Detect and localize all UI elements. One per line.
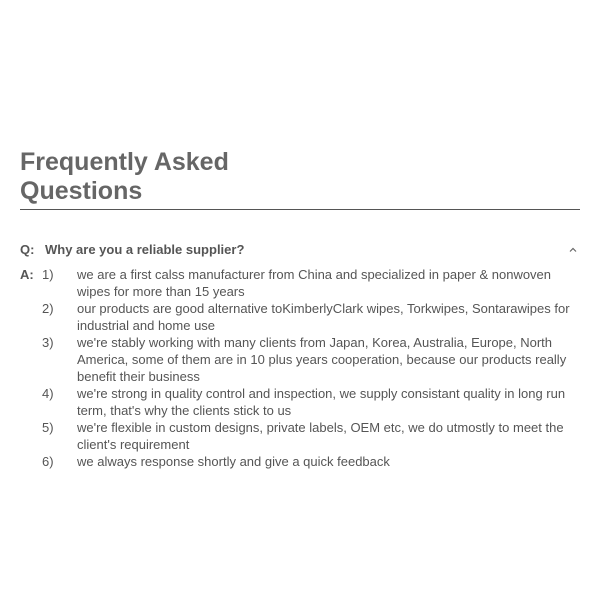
answer-item	[42, 453, 586, 470]
answer-item	[42, 419, 586, 453]
answer-text: our products are good alternative toKimberlyClark wipes, Torkwipes, Sontarawipes for industrial and home use	[77, 301, 570, 333]
answer-text: we're strong in quality control and inspection, we supply consistant quality in long run term, that's why the clients stick to us	[77, 386, 566, 418]
answer-text: we're flexible in custom designs, private labels, OEM etc, we do utmostly to meet the client's requirement	[77, 420, 564, 452]
page-title-line-2: Questions	[20, 177, 143, 205]
answer-prefix: A:	[20, 267, 34, 282]
answer-text: we always response shortly and give a quick feedback	[77, 454, 390, 469]
answer-text: we are a first calss manufacturer from China and specialized in paper & nonwoven wipes for more than 15 years	[77, 267, 552, 299]
question-prefix: Q:	[20, 242, 35, 257]
answer-list	[42, 266, 586, 470]
page-title	[20, 148, 229, 206]
faq-question-toggle[interactable]	[20, 241, 580, 259]
question-text: Why are you a reliable supplier?	[45, 242, 245, 257]
answer-item	[42, 266, 586, 300]
page-title-line-1: Frequently Asked	[20, 148, 229, 176]
answer-number: 3)	[42, 335, 54, 350]
answer-item	[42, 300, 586, 334]
answer-item	[42, 334, 586, 385]
answer-number: 6)	[42, 454, 54, 469]
answer-number: 5)	[42, 420, 54, 435]
title-divider	[20, 209, 580, 210]
answer-text: we're stably working with many clients from Japan, Korea, Australia, Europe, North America, some of them are in 10 plus years cooperation, because our products really benefit their business	[77, 335, 567, 384]
answer-number: 1)	[42, 267, 54, 282]
answer-number: 2)	[42, 301, 54, 316]
answer-number: 4)	[42, 386, 54, 401]
chevron-up-icon[interactable]	[568, 245, 578, 255]
answer-item	[42, 385, 586, 419]
